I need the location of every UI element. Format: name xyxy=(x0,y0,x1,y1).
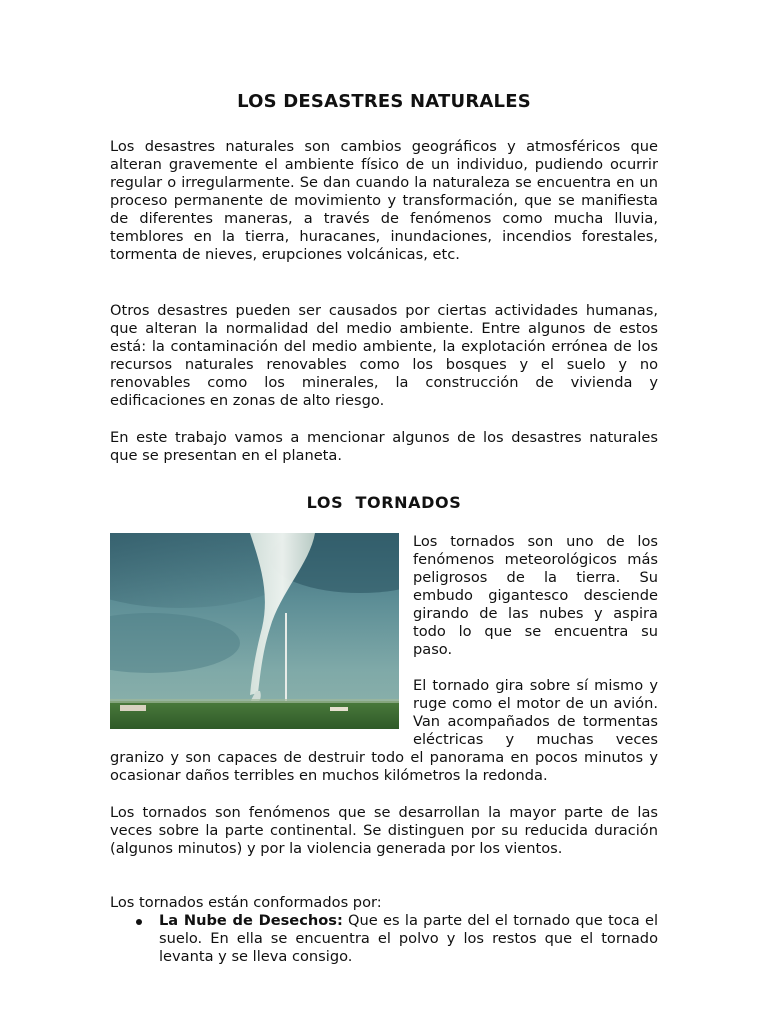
section-title-tornados: LOS TORNADOS xyxy=(306,493,462,512)
tornado-photo-icon xyxy=(110,533,399,729)
tornado-composition-intro: Los tornados están conformados por: xyxy=(110,894,382,911)
intro-paragraph-3: En este trabajo vamos a mencionar algunos de los desastres naturales que se presentan en el planeta. xyxy=(110,429,658,464)
bullet-icon xyxy=(136,919,142,925)
tornado-components-list xyxy=(134,912,658,966)
tornado-paragraph-2: El tornado gira sobre sí mismo y ruge como el motor de un avión. Van acompañados de tormentas eléctricas y muchas veces granizo y son capaces de destruir todo el panorama en pocos minutos y ocasionar daños terribles en muchos kilómetros la redonda. xyxy=(110,677,658,784)
tornado-paragraph-1: Los tornados son uno de los fenómenos meteorológicos más peligrosos de la tierra. Su embudo gigantesco desciende girando de las nubes y aspira todo lo que se encuentra su paso. xyxy=(413,533,658,658)
intro-paragraph-1: Los desastres naturales son cambios geográficos y atmosféricos que alteran gravemente el ambiente físico de un individuo, pudiendo ocurrir regular o irregularmente. Se dan cuando la naturaleza se encuentra en un proceso permanente de movimiento y transformación, que se manifiesta de diferentes maneras, a través de fenómenos como mucha lluvia, temblores en la tierra, huracanes, inundaciones, incendios forestales, tormenta de nieves, erupciones volcánicas, etc. xyxy=(110,138,658,263)
component-term: La Nube de Desechos: xyxy=(159,912,343,929)
tornado-paragraph-3: Los tornados son fenómenos que se desarrollan la mayor parte de las veces sobre la parte continental. Se distinguen por su reducida duración (algunos minutos) y por la violencia generada por los vientos. xyxy=(110,804,658,857)
intro-paragraph-2: Otros desastres pueden ser causados por ciertas actividades humanas, que alteran la normalidad del medio ambiente. Entre algunos de estos está: la contaminación del medio ambiente, la explotación errónea de los recursos naturales renovables como los bosques y el suelo y no renovables como los minerales, la construcción de vivienda y edificaciones en zonas de alto riesgo. xyxy=(110,302,658,409)
component-description: Que es la parte del el tornado que toca el suelo. En ella se encuentra el polvo y los restos que el tornado levanta y se lleva consigo. xyxy=(159,912,658,965)
list-item xyxy=(134,912,658,966)
tornado-intro-block xyxy=(110,533,658,785)
page-title: LOS DESASTRES NATURALES xyxy=(237,91,531,112)
